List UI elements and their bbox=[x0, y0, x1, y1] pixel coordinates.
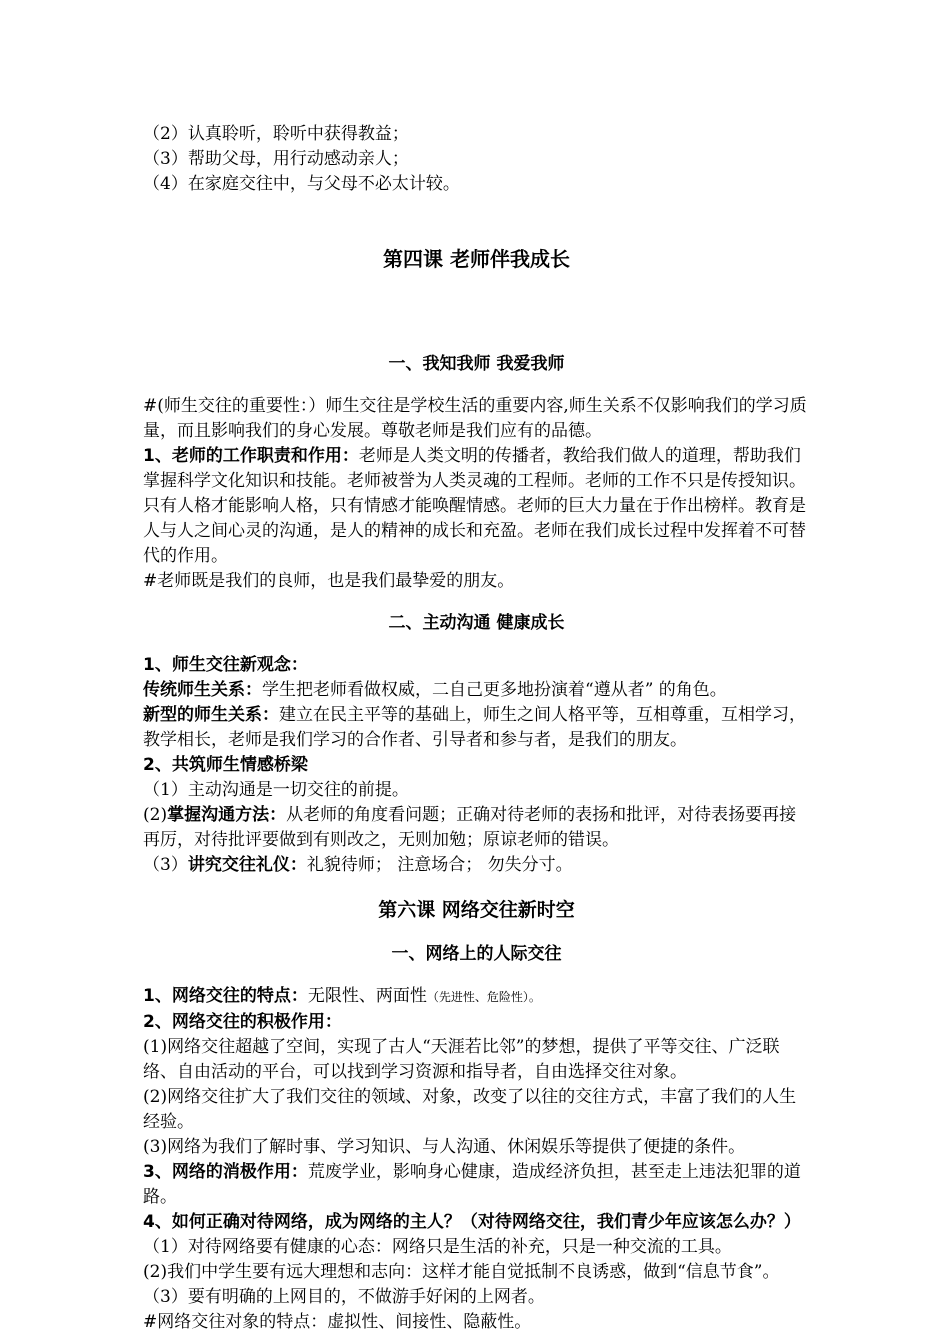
bridge-item-2 bbox=[143, 803, 810, 853]
bridge-item-2-label: 掌握沟通方法： bbox=[167, 805, 287, 825]
traditional-text: 学生把老师看做权威，二自己更多地扮演着“遵从者” 的角色。 bbox=[262, 680, 727, 700]
list-item: （3）帮助父母，用行动感动亲人； bbox=[143, 149, 409, 169]
importance-paragraph: #(师生交往的重要性：）师生交往是学校生活的重要内容,师生关系不仅影响我们的学习质量，而且影响我们的身心发展。尊敬老师是我们应有的品德。 bbox=[143, 396, 807, 441]
negative-label: 3、网络的消极作用： bbox=[143, 1162, 308, 1182]
lesson6-section1-heading: 一、网络上的人际交往 bbox=[391, 944, 562, 964]
new-relation-text: 建立在民主平等的基础上，师生之间人格平等，互相尊重，互相学习，教学相长，老师是我们学习的合作者、引导者和参与者，是我们的朋友。 bbox=[143, 705, 806, 750]
duty-label: 1、老师的工作职责和作用： bbox=[143, 446, 359, 466]
negative-text: 荒废学业，影响身心健康，造成经济负担，甚至走上违法犯罪的道路。 bbox=[143, 1162, 801, 1207]
list-item: （4）在家庭交往中，与父母不必太计较。 bbox=[143, 174, 460, 194]
friend-paragraph: #老师既是我们的良师，也是我们最挚爱的朋友。 bbox=[143, 571, 515, 591]
bridge-item-3 bbox=[143, 853, 810, 878]
feature-paragraph bbox=[143, 984, 810, 1010]
duty-paragraph bbox=[143, 444, 810, 569]
bridge-item-2-text: 从老师的角度看问题；正确对待老师的表扬和批评，对待表扬要再接再厉，对待批评要做到有则改之，无则加勉；原谅老师的错误。 bbox=[143, 805, 797, 850]
bridge-item-2-prefix: (2) bbox=[143, 805, 168, 825]
concept-label: 1、师生交往新观念： bbox=[143, 655, 308, 675]
new-relation-label: 新型的师生关系： bbox=[143, 705, 279, 725]
object-paragraph: #网络交往对象的特点：虚拟性、间接性、隐蔽性。 bbox=[143, 1312, 532, 1332]
positive-item: (2)网络交往扩大了我们交往的领域、对象，改变了以往的交往方式，丰富了我们的人生经验。 bbox=[143, 1087, 797, 1132]
feature-note: （先进性、危险性）。 bbox=[426, 990, 541, 1004]
lesson6-title: 第六课 网络交往新时空 bbox=[378, 899, 575, 921]
new-relation-paragraph bbox=[143, 703, 810, 753]
lesson4-title: 第四课 老师伴我成长 bbox=[383, 247, 570, 271]
master-question: 4、如何正确对待网络，成为网络的主人？（对待网络交往，我们青少年应该怎么办？） bbox=[143, 1212, 801, 1232]
master-item: （3）要有明确的上网目的，不做游手好闲的上网者。 bbox=[143, 1287, 545, 1307]
bridge-item-3-label: 讲究交往礼仪： bbox=[187, 855, 307, 875]
list-item: （2）认真聆听，聆听中获得教益； bbox=[143, 124, 409, 144]
master-item: （1）对待网络要有健康的心态：网络只是生活的补充，只是一种交流的工具。 bbox=[143, 1237, 732, 1257]
bridge-item-1: （1）主动沟通是一切交往的前提。 bbox=[143, 780, 409, 800]
bridge-item-3-text: 礼貌待师； 注意场合； 勿失分寸。 bbox=[306, 855, 573, 875]
lesson4-section2-heading: 二、主动沟通 健康成长 bbox=[388, 613, 565, 633]
duty-text: 老师是人类文明的传播者，教给我们做人的道理，帮助我们掌握科学文化知识和技能。老师被誉为人类灵魂的工程师。老师的工作不只是传授知识。只有人格才能影响人格，只有情感才能唤醒情感。老师的巨大力量在于作出榜样。教育是人与人之间心灵的沟通，是人的精神的成长和充盈。老师在我们成长过程中发挥着不可替代的作用。 bbox=[143, 446, 806, 566]
document-content bbox=[143, 122, 810, 1335]
feature-label: 1、网络交往的特点： bbox=[143, 986, 308, 1006]
bridge-item-3-prefix: （3） bbox=[143, 855, 188, 875]
positive-label: 2、网络交往的积极作用： bbox=[143, 1012, 342, 1032]
traditional-paragraph bbox=[143, 678, 810, 703]
lesson4-section1-heading: 一、我知我师 我爱我师 bbox=[388, 354, 565, 374]
traditional-label: 传统师生关系： bbox=[143, 680, 262, 700]
bridge-label: 2、共筑师生情感桥梁 bbox=[143, 755, 308, 775]
negative-paragraph bbox=[143, 1160, 810, 1210]
positive-item: (3)网络为我们了解时事、学习知识、与人沟通、休闲娱乐等提供了便捷的条件。 bbox=[143, 1137, 746, 1157]
positive-item: (1)网络交往超越了空间，实现了古人“天涯若比邻”的梦想，提供了平等交往、广泛联络、自由活动的平台，可以找到学习资源和指导者，自由选择交往对象。 bbox=[143, 1037, 780, 1082]
feature-text: 无限性、两面性 bbox=[307, 986, 427, 1006]
master-item: (2)我们中学生要有远大理想和志向：这样才能自觉抵制不良诱惑，做到“信息节食”。 bbox=[143, 1262, 780, 1282]
